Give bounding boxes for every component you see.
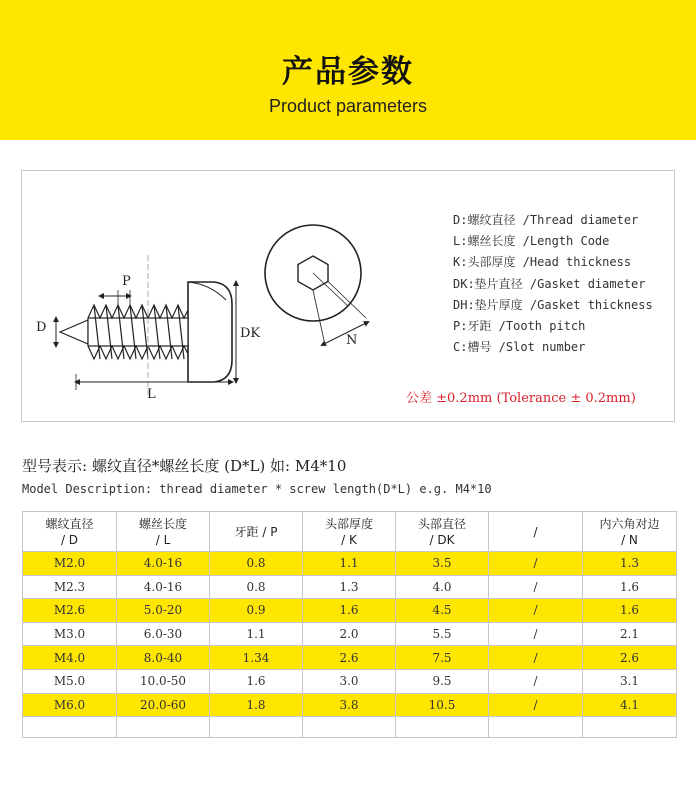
col-header-length: 螺丝长度 / L [117,512,210,552]
legend-item: L:螺丝长度 /Length Code [453,234,610,249]
table-cell: M2.3 [23,575,117,599]
table-cell [396,717,489,738]
table-cell: 0.9 [210,599,303,623]
table-cell: 1.8 [210,693,303,717]
tolerance-note: 公差 ±0.2mm (Tolerance ± 0.2mm) [406,391,636,406]
table-cell: 5.0-20 [117,599,210,623]
table-cell: 1.6 [583,599,677,623]
table-cell: 8.0-40 [117,646,210,670]
table-cell: 0.8 [210,552,303,576]
legend-item: C:槽号 /Slot number [453,340,586,355]
table-row [23,599,677,623]
table-cell: 1.6 [583,575,677,599]
legend-item: K:头部厚度 /Head thickness [453,255,632,270]
table-cell: 5.5 [396,622,489,646]
table-cell: 4.0-16 [117,575,210,599]
legend-item: D:螺纹直径 /Thread diameter [453,213,639,227]
table-cell: M6.0 [23,693,117,717]
table-cell [210,717,303,738]
pitch-label: P [122,274,131,289]
table-cell: 2.1 [583,622,677,646]
page-subtitle: Product parameters [268,96,428,116]
table-cell: / [489,693,583,717]
table-cell [303,717,396,738]
table-cell [583,717,677,738]
table-cell: 3.1 [583,669,677,693]
table-cell [23,717,117,738]
table-cell: 10.5 [396,693,489,717]
legend-item: DH:垫片厚度 /Gasket thickness [453,297,653,312]
screw-thread [60,305,188,359]
table-cell: 1.34 [210,646,303,670]
table-cell: / [489,622,583,646]
table-cell: 4.5 [396,599,489,623]
table-cell: 4.1 [583,693,677,717]
table-cell: 10.0-50 [117,669,210,693]
page-title: 产品参数 [282,54,414,90]
col-header-pitch: 牙距 / P [210,512,303,552]
table-cell: 1.1 [210,622,303,646]
table-header-row [23,512,677,552]
table-cell: 3.8 [303,693,396,717]
model-description: Model Description: thread diameter * screw length(D*L) e.g. M4*10 [22,482,492,496]
table-cell: M2.6 [23,599,117,623]
dimension-legend [453,210,653,358]
table-cell: 4.0 [396,575,489,599]
table-cell: 1.6 [303,599,396,623]
table-cell: 4.0-16 [117,552,210,576]
table-cell: M2.0 [23,552,117,576]
table-cell: / [489,669,583,693]
table-cell: M4.0 [23,646,117,670]
table-cell: / [489,575,583,599]
col-header-head-thickness: 头部厚度 / K [303,512,396,552]
table-cell: 20.0-60 [117,693,210,717]
table-row [23,622,677,646]
table-cell: 3.0 [303,669,396,693]
table-cell: 2.0 [303,622,396,646]
table-cell: 1.3 [303,575,396,599]
table-cell: 7.5 [396,646,489,670]
screw-head [188,282,232,382]
table-cell: M5.0 [23,669,117,693]
table-row-empty [23,717,677,738]
table-cell: M3.0 [23,622,117,646]
model-title: 型号表示: 螺纹直径*螺丝长度 (D*L) 如: M4*10 [22,457,347,475]
table-cell: 1.1 [303,552,396,576]
spec-table [22,511,677,738]
col-header-hex-size: 内六角对边 / N [583,512,677,552]
length-label: L [147,387,156,402]
table-cell: 0.8 [210,575,303,599]
table-cell: 9.5 [396,669,489,693]
table-cell: 2.6 [583,646,677,670]
col-header-head-diameter: 头部直径 / DK [396,512,489,552]
socket-size-label: N [346,333,358,348]
legend-item: DK:垫片直径 /Gasket diameter [453,276,646,291]
table-cell: / [489,599,583,623]
table-row [23,552,677,576]
table-cell [117,717,210,738]
table-cell: 1.3 [583,552,677,576]
table-row [23,575,677,599]
table-cell: 6.0-30 [117,622,210,646]
table-cell: 3.5 [396,552,489,576]
table-cell: 1.6 [210,669,303,693]
table-cell [489,717,583,738]
legend-item: P:牙距 /Tooth pitch [453,319,586,334]
col-header-slash: / [489,512,583,552]
diameter-label: D [36,320,47,335]
head-diameter-label: DK [240,326,261,341]
table-row [23,693,677,717]
table-cell: / [489,646,583,670]
col-header-thread-diameter: 螺纹直径 / D [23,512,117,552]
table-row [23,646,677,670]
table-cell: 2.6 [303,646,396,670]
table-cell: / [489,552,583,576]
table-row [23,669,677,693]
